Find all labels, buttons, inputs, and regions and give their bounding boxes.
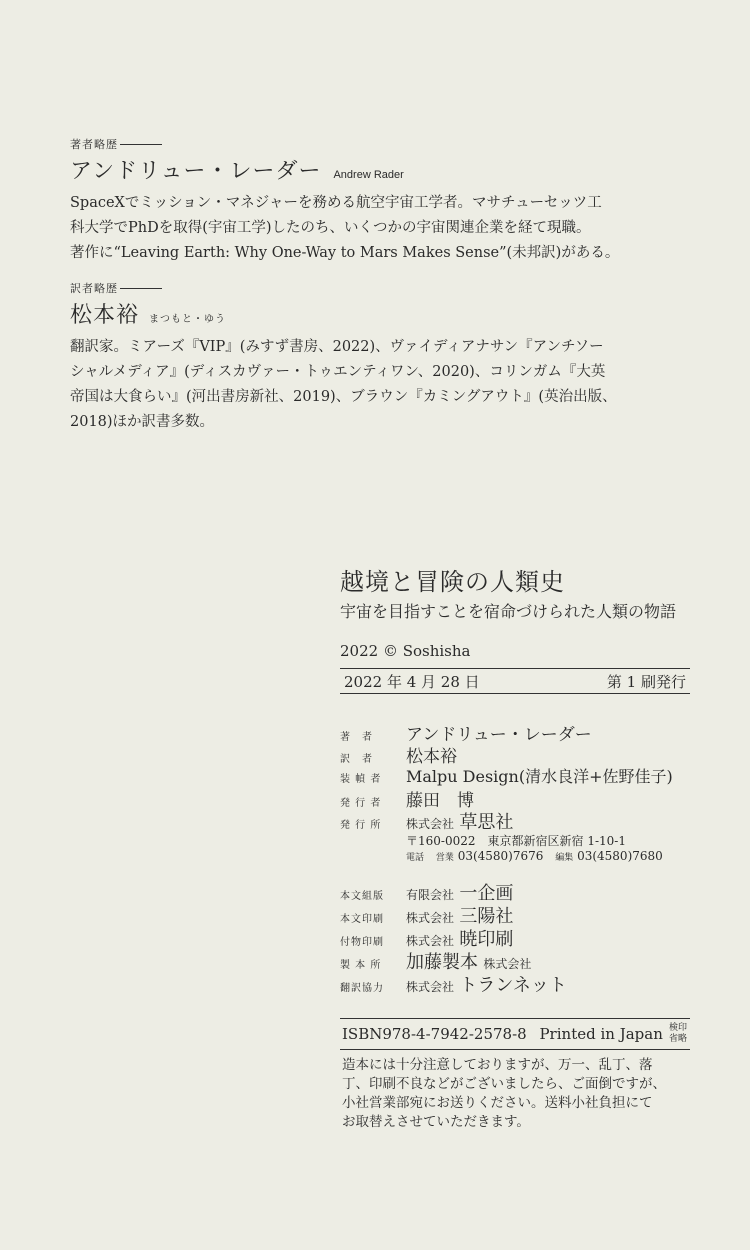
book-title: 越境と冒険の人類史 [340,568,565,596]
credit-publisher-person: 発 行 者 藤田 博 [340,791,474,811]
translator-bio: 翻訳家。ミアーズ『VIP』(みすず書房、2022)、ヴァイディアナサン『アンチソー シャルメディア』(ディスカヴァー・トゥエンティワン、2020)、コリンガム『大英 帝国は大食らい』(河出書房新社、2019)、ブラウン『カミングアウト』(英治出版、 2018)ほか訳書多数。 [70,339,617,430]
book-title-block [340,562,690,660]
translator-name: 松本裕 [70,303,140,328]
publisher-phone: 電話 営業 03(4580)7676 編集 03(4580)7680 [406,849,663,863]
label-rule [120,288,162,289]
credit-print: 本文印刷 株式会社 三陽社 [340,906,514,927]
author-profile-label: 著者略歴 [70,136,690,152]
credit-designer: 装 幀 者 Malpu Design(清水良洋+佐野佳子) [340,767,673,786]
credit-typeset: 本文組版 有限会社 一企画 [340,883,514,904]
credit-publisher: 発 行 所 株式会社 草思社 [340,812,514,833]
notice: 造本には十分注意しておりますが、万一、乱丁、落 丁、印刷不良などがございましたら、ご面倒ですが、 小社営業部宛にお送りください。送料小社負担にて お取替えさせていただきます。 [342,1057,666,1130]
credit-translation-help: 翻訳協力 株式会社 トランネット [340,975,567,996]
author-romaji: Andrew Rader [333,169,404,181]
copyright: 2022 © Soshisha [340,642,471,660]
author-bio: SpaceXでミッション・マネジャーを務める航空宇宙工学者。マサチューセッツ工 科大学でPhDを取得(宇宙工学)したのち、いくつかの宇宙関連企業を経て現職。 著作に“Leaving Earth: Why One-Way to Mars Makes Sense”(未邦訳)がある。 [70,195,620,261]
author-name: アンドリュー・レーダー [70,159,322,184]
publisher-address: 〒160-0022 東京都新宿区新宿 1-10-1 [406,834,626,848]
kenin-mark: 検印 省略 [668,1023,687,1044]
translator-kana: まつもと・ゆう [149,314,227,325]
isbn: ISBN978-4-7942-2578-8 [342,1025,527,1043]
translator-profile-label: 訳者略歴 [70,280,690,296]
credit-translator: 訳 者 松本裕 [340,747,457,767]
credit-extra-print: 付物印刷 株式会社 暁印刷 [340,929,514,950]
isbn-row [340,1018,690,1050]
edition: 第 1 刷発行 [606,672,686,691]
publication-date-row [340,668,690,694]
credit-author: 著 者 アンドリュー・レーダー [340,725,592,745]
credit-binding: 製 本 所 加藤製本 株式会社 [340,952,532,973]
translator-profile [70,280,690,435]
author-profile [70,136,690,266]
book-subtitle: 宇宙を目指すことを宿命づけられた人類の物語 [340,602,677,621]
publication-date: 2022 年 4 月 28 日 [344,672,480,691]
credits [340,720,700,994]
printed-in: Printed in Japan [539,1025,663,1043]
label-rule [120,144,162,145]
